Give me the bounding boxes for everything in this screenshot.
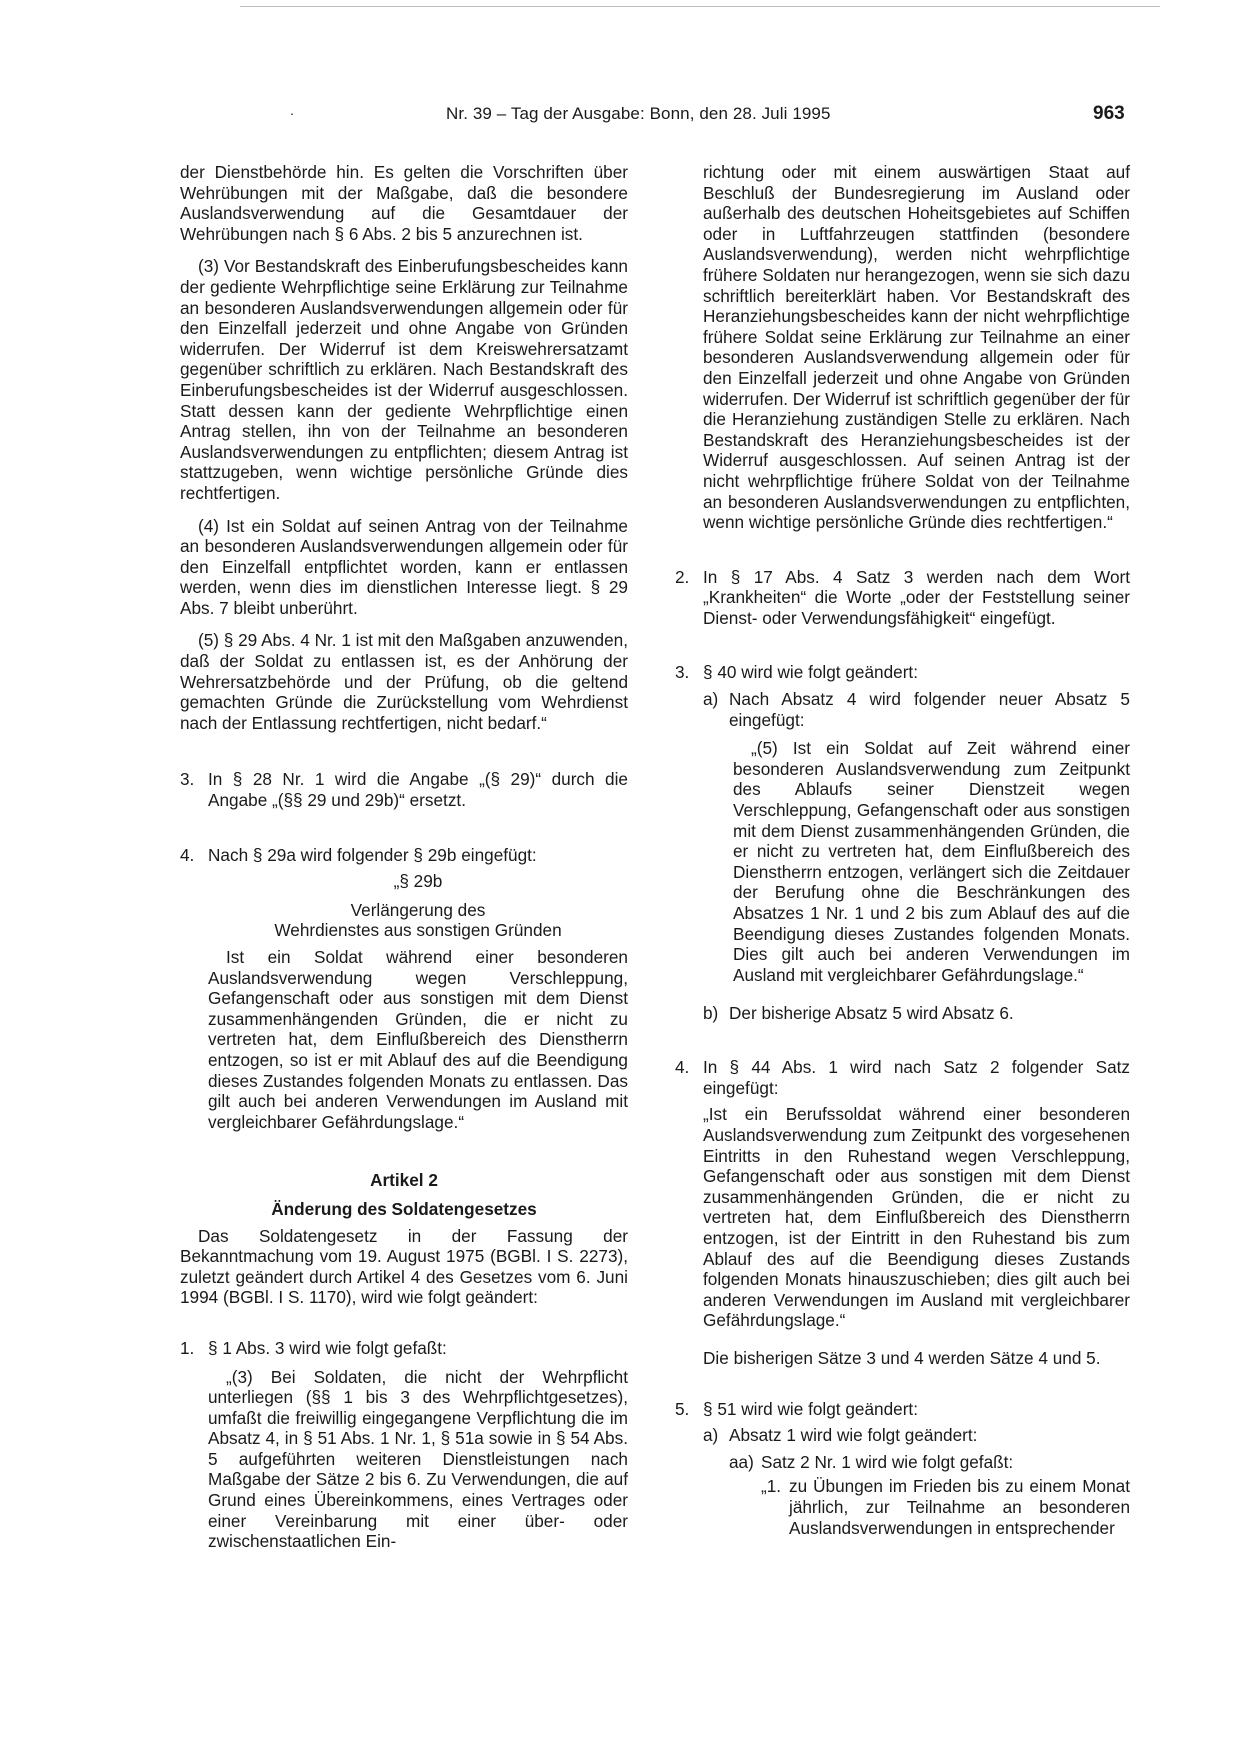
page-number: 963 [1093,103,1125,124]
list-number: 1. [180,1337,195,1358]
right-list-item-5 [675,1399,1130,1420]
list-item-text: Nach § 29a wird folgender § 29b eingefügt: [208,844,537,865]
list-number: 4. [675,1057,690,1078]
section-title-line-2: Wehrdienstes aus sonstigen Gründen [274,920,562,941]
list-letter: b) [703,1002,719,1023]
left-paragraph-abs5: (5) § 29 Abs. 4 Nr. 1 ist mit den Maßgaben anzuwenden, daß der Soldat zu entlassen ist, es der Anhörung der Wehrersatzbehörde und der Prüfung, ob die geltend gemachten Gründe die Zurückstellung vom Wehrdienst nach der Entlassung rechtfertigen, nicht bedarf.“ [180,630,628,733]
sub-item-text: Nach Absatz 4 wird folgender neuer Absatz 5 eingefügt: [729,689,1130,730]
list-item-text: § 51 wird wie folgt geändert: [703,1398,918,1419]
list-item-text: In § 17 Abs. 4 Satz 3 werden nach dem Wort „Krankheiten“ die Worte „oder der Feststellung seiner Dienst- oder Verwendungsfähigkeit“ eingefügt. [703,566,1130,628]
list-number: 3. [675,662,690,683]
artikel-intro: Das Soldatengesetz in der Fassung der Bekanntmachung vom 19. August 1975 (BGBl. I S. 2273), zuletzt geändert durch Artikel 4 des Gesetzes vom 6. Juni 1994 (BGBl. I S. 1170), wird wie folgt geändert: [180,1225,628,1308]
list-letter: a) [703,689,719,710]
sub-item-text: Satz 2 Nr. 1 wird wie folgt gefaßt: [761,1451,1014,1472]
right-sub-item-5a [703,1425,1130,1446]
right-sub-item-3b [703,1003,1130,1024]
sub-item-text: Absatz 1 wird wie folgt geändert: [729,1425,978,1446]
left-paragraph-abs4: (4) Ist ein Soldat auf seinen Antrag von der Teilnahme an besonderen Auslandsverwendungen allgemein oder für den Einzelfall entpflichtet worden, kann er entlassen werden, wenn dies im dienstlichen Interesse liegt. § 29 Abs. 7 bleibt unberührt. [180,515,628,618]
left-paragraph-abs3: (3) Vor Bestandskraft des Einberufungsbescheides kann der gediente Wehrpflichtige seine Erklärung zur Teilnahme an besonderen Auslandsverwendungen allgemein oder für den Einzelfall jederzeit und ohne Angabe von Gründen widerrufen. Der Widerruf ist dem Kreiswehrersatzamt gegenüber schriftlich zu erklären. Nach Bestandskraft des Einberufungsbescheides ist der Widerruf ausgeschlossen. Statt dessen kann der gediente Wehrpflichtige einen Antrag stellen, ihn von der Teilnahme an besonderen Auslandsverwendungen zu entpflichten; diesem Antrag ist stattzugeben, wenn wichtige persönliche Gründe dies rechtfertigen. [180,256,628,503]
item4-quote: „Ist ein Berufssoldat während einer besonderen Auslandsverwendung zum Zeitpunkt des vorgesehenen Eintritts in den Ruhestand wegen Verschleppung, Gefangenschaft oder aus sonstigen mit dem Dienst zusammenhängenden Gründen, die er nicht zu vertreten hat, dem Einflußbereich des Dienstherrn entzogen, ist der Eintritt in den Ruhestand bis zum Ablauf des auf die Beendigung dieses Zustands folgenden Monats hinauszuschieben; dies gilt auch bei anderen Verwendungen im Ausland mit vergleichbarer Gefährdungslage.“ [703,1104,1130,1331]
section-29b [180,871,628,1132]
right-sub-item-3a [703,689,1130,730]
list-letter: aa) [729,1451,754,1472]
header-dot: . [290,102,294,118]
item1-quote: „(3) Bei Soldaten, die nicht der Wehrpflicht unterliegen (§§ 1 bis 3 des Wehrpflichtgesetzes), umfaßt die freiwillig eingegangene Verpflichtung die im Absatz 4, in § 51 Abs. 1 Nr. 1, § 51a sowie in § 54 Abs. 5 aufgeführten weiteren Dienstleistungen nach Maßgabe der Sätze 2 bis 6. Zu Verwendungen, die auf Grund eines Übereinkommens, eines Vertrages oder einer Vereinbarung mit einer über- oder zwischenstaatlichen Ein- [208,1366,628,1552]
section-title-line-1: Verlängerung des [350,899,486,920]
right-list-item-2 [675,567,1130,629]
right-sub-item-5aa [703,1452,1130,1473]
list-item-text: zu Übungen im Frieden bis zu einem Monat jährlich, zur Teilnahme an besonderen Auslandsverwendungen in entsprechender [789,1476,1130,1538]
right-list-item-4 [675,1057,1130,1098]
left-column [180,162,628,1552]
list-number: 4. [180,844,195,865]
item4-note: Die bisherigen Sätze 3 und 4 werden Sätze 4 und 5. [703,1348,1101,1369]
left-paragraph-1: der Dienstbehörde hin. Es gelten die Vorschriften über Wehrübungen mit der Maßgabe, daß die besondere Auslandsverwendung auf die Gesamtdauer der Wehrübungen nach § 6 Abs. 2 bis 5 anzurechnen ist. [180,162,628,244]
artikel-heading: Artikel 2 [370,1170,438,1191]
right-column [675,162,1130,1538]
list-letter: a) [703,1425,719,1446]
page-header-title: Nr. 39 – Tag der Ausgabe: Bonn, den 28. Juli 1995 [446,104,831,123]
section-heading: „§ 29b [393,871,443,892]
list-number: 3. [180,769,195,790]
list-number: 2. [675,566,690,587]
list-number: 5. [675,1398,690,1419]
right-list-item-5aa-1 [703,1476,1130,1538]
left-list-item-4 [180,845,628,866]
right-paragraph-1: richtung oder mit einem auswärtigen Staat auf Beschluß der Bundesregierung im Ausland oder außerhalb des deutschen Hoheitsgebietes auf Schiffen oder in Luftfahrzeugen stattfinden (besondere Auslandsverwendung), werden nicht wehrpflichtige frühere Soldaten nur herangezogen, wenn sie sich dazu schriftlich bereiterklärt haben. Vor Bestandskraft des Heranziehungsbescheides kann der nicht wehrpflichtige frühere Soldat seine Erklärung zur Teilnahme an einer besonderen Auslandsverwendung allgemein oder für den Einzelfall jederzeit und ohne Angabe von Gründen widerrufen. Der Widerruf ist schriftlich gegenüber der für die Heranziehung zuständigen Stelle zu erklären. Nach Bestandskraft des Heranziehungsbescheides ist der Widerruf ausgeschlossen. Auf seinen Antrag ist der nicht wehrpflichtige frühere Soldat von der Teilnahme an besonderen Auslandsverwendungen zu entpflichten, wenn wichtige persönliche Gründe dies rechtfertigen.“ [703,162,1130,533]
left-list-item-3 [180,769,628,810]
top-rule [240,6,1160,7]
list-item-text: § 1 Abs. 3 wird wie folgt gefaßt: [208,1337,447,1358]
list-item-text: In § 28 Nr. 1 wird die Angabe „(§ 29)“ durch die Angabe „(§§ 29 und 29b)“ ersetzt. [208,769,628,811]
list-item-text: In § 44 Abs. 1 wird nach Satz 2 folgender Satz eingefügt: [703,1057,1130,1098]
section-text: Ist ein Soldat während einer besonderen Auslandsverwendung wegen Verschleppung, Gefangenschaft oder aus sonstigen mit dem Dienst zusammenhängenden Gründen, die er nicht zu vertreten hat, dem Einflußbereich des Dienstherrn entzogen, so ist er mit Ablauf des auf die Beendigung dieses Zustandes folgenden Monats zu entlassen. Das gilt auch bei anderen Verwendungen im Ausland mit vergleichbarer Gefährdungslage.“ [208,947,628,1132]
list-number: „1. [761,1476,782,1497]
list-item-text: § 40 wird wie folgt geändert: [703,662,918,683]
right-list-item-3 [675,662,1130,683]
artikel-title: Änderung des Soldatengesetzes [271,1198,537,1219]
left-list-item-1 [180,1338,628,1359]
item3a-quote: „(5) Ist ein Soldat auf Zeit während einer besonderen Auslandsverwendung zum Zeitpunkt des Ablaufs seiner Dienstzeit wegen Verschleppung, Gefangenschaft oder aus sonstigen mit dem Dienst zusammenhängenden Gründen, die er nicht zu vertreten hat, dem Einflußbereich des Dienstherrn entzogen, verlängert sich die Zeitdauer der Berufung ohne die Beschränkungen des Absatzes 1 Nr. 1 und 2 bis zum Ablauf des auf die Beendigung dieses Zustandes folgenden Monats. Dies gilt auch bei anderen Verwendungen im Ausland mit vergleichbarer Gefährdungslage.“ [733,738,1130,985]
sub-item-text: Der bisherige Absatz 5 wird Absatz 6. [729,1002,1014,1023]
